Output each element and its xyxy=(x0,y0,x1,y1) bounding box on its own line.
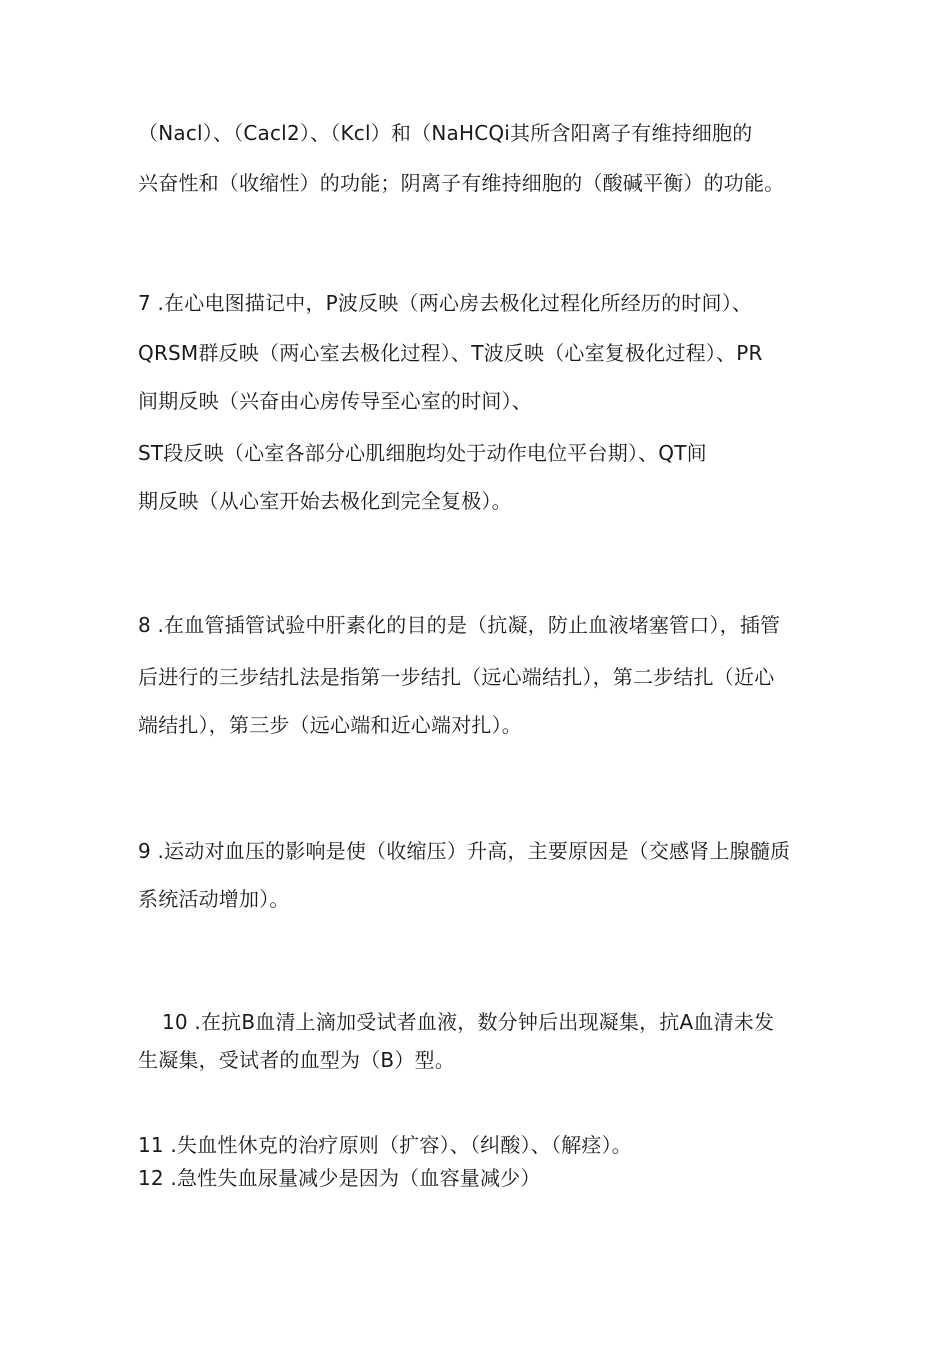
text-line: 9 .运动对血压的影响是使（收缩压）升高，主要原因是（交感肾上腺髓质 xyxy=(138,839,791,863)
text-line: 10 .在抗B血清上滴加受试者血液，数分钟后出现凝集，抗A血清未发 xyxy=(162,1010,775,1034)
text-line: 7 .在心电图描记中，P波反映（两心房去极化过程化所经历的时间）、 xyxy=(138,291,753,315)
text-line: 后进行的三步结扎法是指第一步结扎（远心端结扎），第二步结扎（近心 xyxy=(138,665,775,689)
text-line: 期反映（从心室开始去极化到完全复极）。 xyxy=(138,489,512,513)
text-line: （Nacl）、（Cacl2）、（Kcl）和（NaHCQi其所含阳离子有维持细胞的 xyxy=(138,121,753,145)
text-line: 生凝集，受试者的血型为（B）型。 xyxy=(138,1048,455,1072)
text-line: 12 .急性失血尿量减少是因为（血容量减少） xyxy=(138,1166,541,1190)
text-line: QRSM群反映（两心室去极化过程）、T波反映（心室复极化过程）、PR xyxy=(138,341,763,365)
text-line: 系统活动增加）。 xyxy=(138,887,290,911)
text-line: 间期反映（兴奋由心房传导至心室的时间）、 xyxy=(138,389,532,413)
text-line: 8 .在血管插管试验中肝素化的目的是（抗凝，防止血液堵塞管口），插管 xyxy=(138,613,781,637)
text-line: 兴奋性和（收缩性）的功能；阴离子有维持细胞的（酸碱平衡）的功能。 xyxy=(138,171,785,195)
text-line: 端结扎），第三步（远心端和近心端对扎）。 xyxy=(138,713,522,737)
text-line: 11 .失血性休克的治疗原则（扩容）、（纠酸）、（解痉）。 xyxy=(138,1133,632,1157)
text-line: ST段反映（心室各部分心肌细胞均处于动作电位平台期）、QT间 xyxy=(138,441,707,465)
